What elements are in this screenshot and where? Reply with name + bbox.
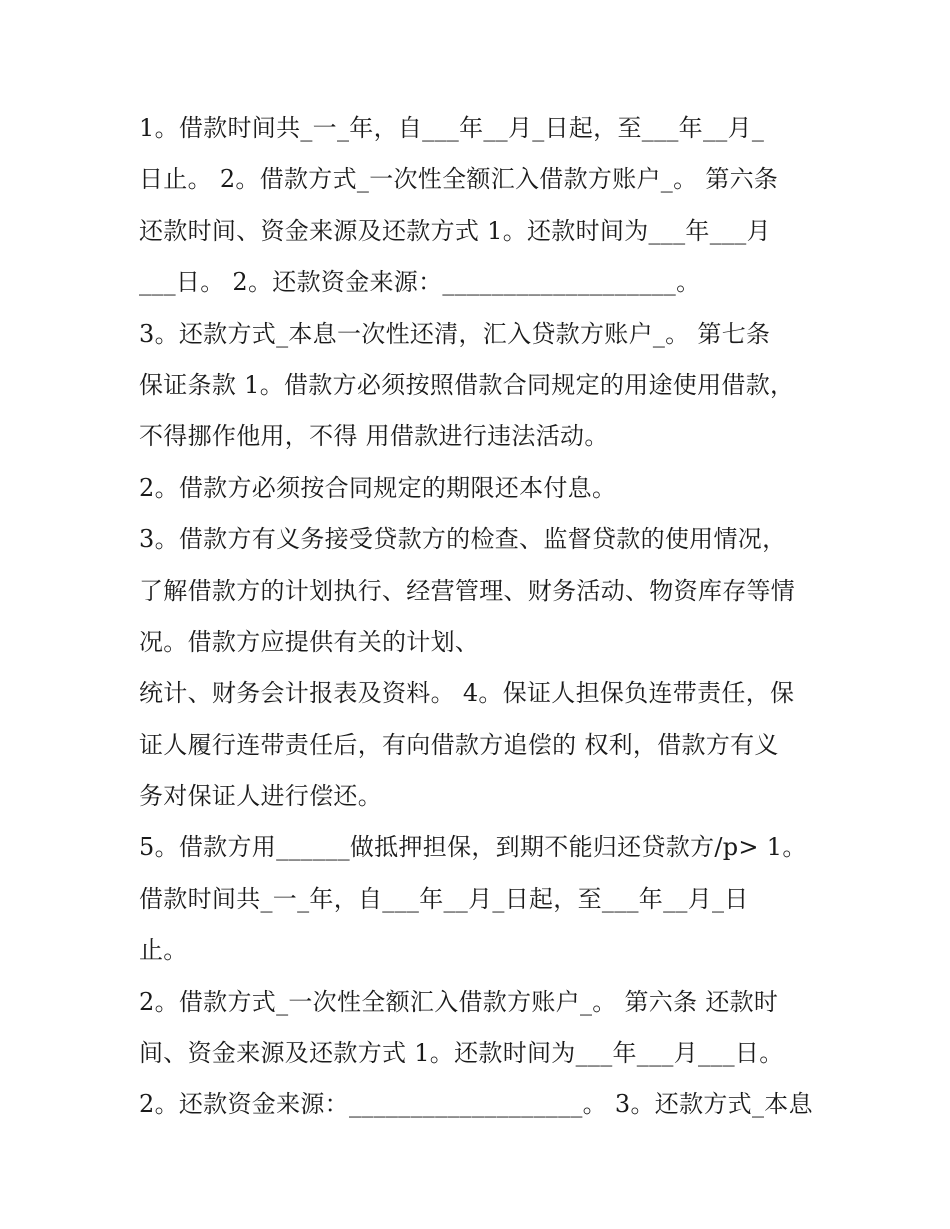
text-line: 务对保证人进行偿还。 [139,782,382,811]
text-line: ___日。 2。还款资金来源：___________________。 [139,268,701,297]
text-line: 3。借款方有义务接受贷款方的检查、监督贷款的使用情况， [139,525,787,554]
text-line: 证人履行连带责任后，有向借款方追偿的 权利，借款方有义 [139,730,779,759]
text-line: 3。还款方式_本息一次性还清，汇入贷款方账户_。 第七条 [139,319,771,348]
text-line: 日止。 2。借款方式_一次性全额汇入借款方账户_。 第六条 [139,165,779,194]
text-line: 2。借款方式_一次性全额汇入借款方账户_。 第六条 还款时 [139,987,779,1016]
text-line: 不得挪作他用，不得 用借款进行违法活动。 [139,422,609,451]
text-line: 5。借款方用______做抵押担保，到期不能归还贷款方/p> 1。 [139,833,807,862]
text-line: 统计、财务会计报表及资料。 4。保证人担保负连带责任，保 [139,679,795,708]
text-line: 1。借款时间共_一_年，自___年__月_日起，至___年__月_ [139,114,765,142]
text-line: 况。借款方应提供有关的计划、 [139,627,480,656]
text-line: 保证条款 1。借款方必须按照借款合同规定的用途使用借款， [139,370,795,399]
text-line: 2。还款资金来源：___________________。 3。还款方式_本息 [139,1090,813,1119]
text-line: 借款时间共_一_年，自___年__月_日起，至___年__月_日 [139,884,749,913]
document-body [139,103,819,1131]
text-line: 了解借款方的计划执行、经营管理、财务活动、物资库存等情 [139,576,796,605]
text-line: 间、资金来源及还款方式 1。还款时间为___年___月___日。 [139,1039,784,1068]
text-line: 还款时间、资金来源及还款方式 1。还款时间为___年___月 [139,216,771,245]
text-line: 止。 [139,936,188,965]
text-line: 2。借款方必须按合同规定的期限还本付息。 [139,473,617,502]
